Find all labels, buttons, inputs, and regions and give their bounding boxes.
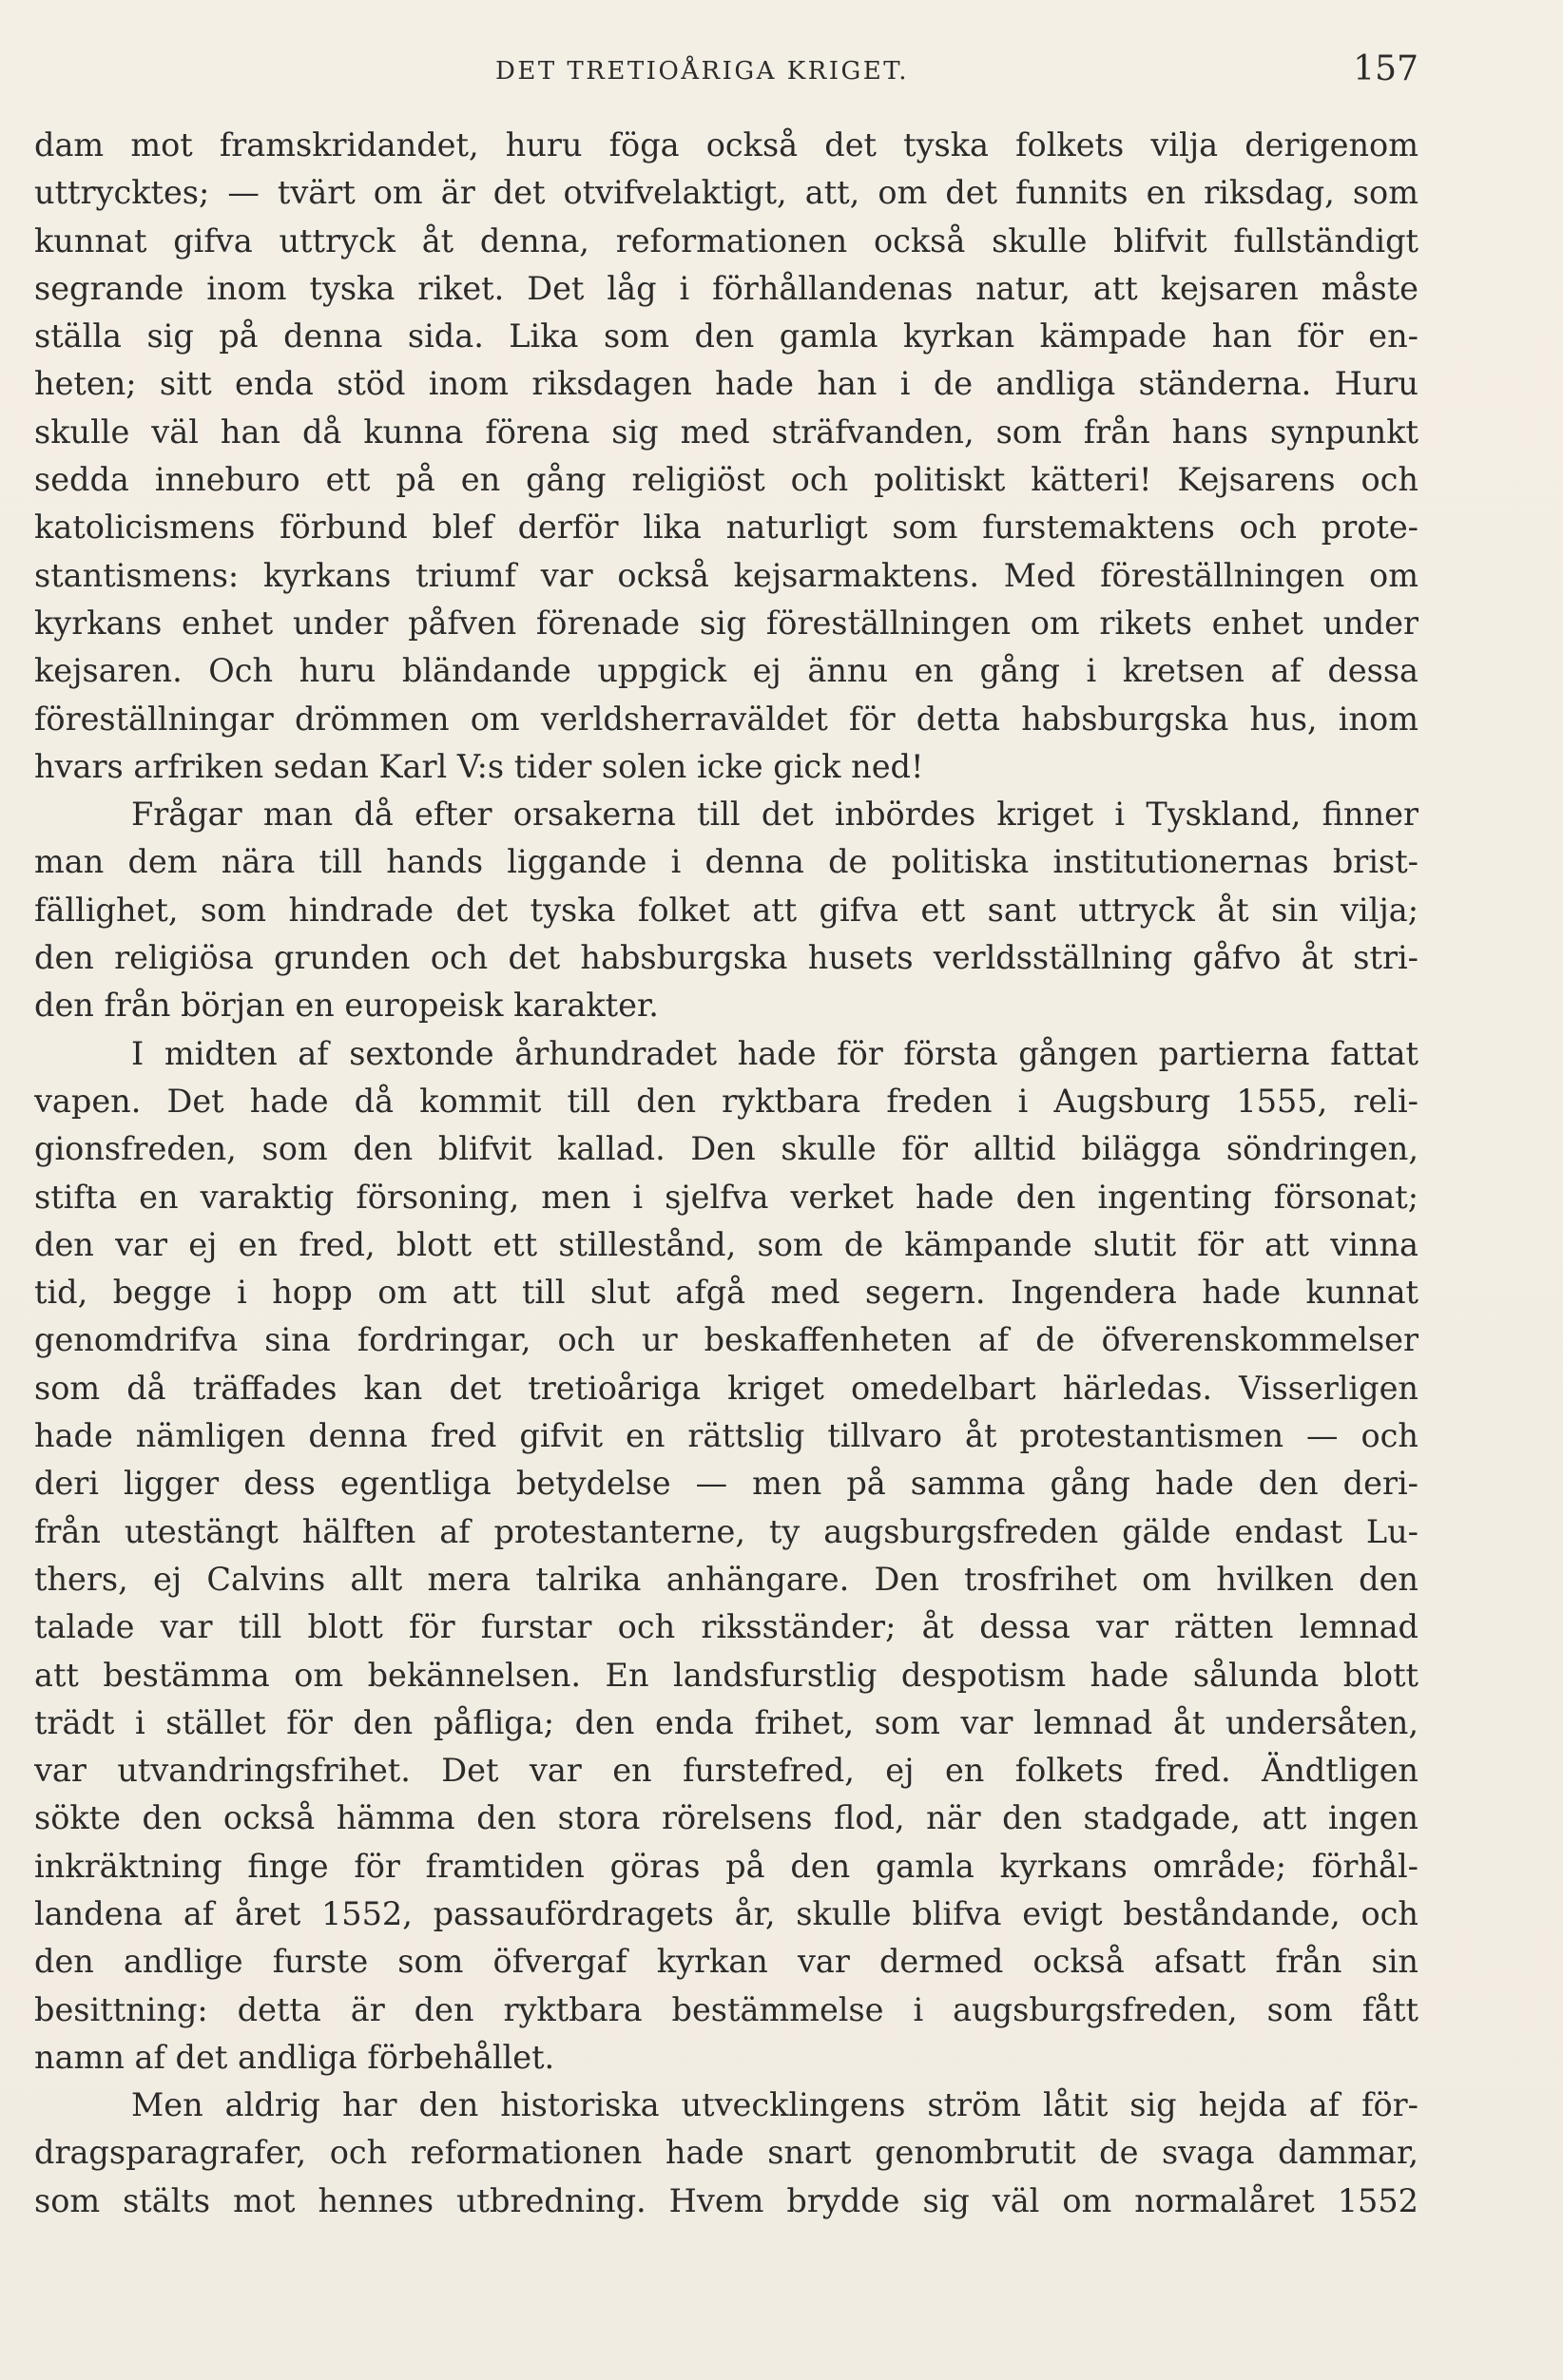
text-line: föreställningar drömmen om verldsherraväldet för detta habsburgska hus, inom: [34, 700, 1418, 738]
text-line: vapen. Det hade då kommit till den ryktbara freden i Augsburg 1555, reli-: [34, 1082, 1418, 1120]
text-line: hvars arfriken sedan Karl V:s tider solen icke gick ned!: [34, 747, 924, 785]
text-line: var utvandringsfrihet. Det var en furstefred, ej en folkets fred. Ändtligen: [34, 1752, 1418, 1790]
text-line: den var ej en fred, blott ett stillestånd, som de kämpande slutit för att vinna: [34, 1225, 1418, 1263]
text-line: hade nämligen denna fred gifvit en rättslig tillvaro åt protestantismen — och: [34, 1417, 1418, 1455]
text-line: ställa sig på denna sida. Lika som den gamla kyrkan kämpade han för en-: [34, 317, 1418, 355]
text-line: kejsaren. Och huru bländande uppgick ej ännu en gång i kretsen af dessa: [34, 652, 1418, 690]
text-line: namn af det andliga förbehållet.: [34, 2038, 555, 2076]
text-line: trädt i stället för den påfliga; den enda frihet, som var lemnad åt undersåten,: [34, 1703, 1418, 1741]
text-line: thers, ej Calvins allt mera talrika anhängare. Den trosfrihet om hvilken den: [34, 1560, 1418, 1598]
text-line: deri ligger dess egentliga betydelse — men på samma gång hade den deri-: [34, 1465, 1418, 1503]
text-line: den andlige furste som öfvergaf kyrkan var dermed också afsatt från sin: [34, 1943, 1418, 1981]
text-line: kunnat gifva uttryck åt denna, reformationen också skulle blifvit fullständigt: [34, 221, 1418, 259]
text-line: sedda inneburo ett på en gång religiöst och politiskt kätteri! Kejsarens och: [34, 461, 1418, 499]
body-text: [34, 122, 1418, 2225]
text-line: gionsfreden, som den blifvit kallad. Den skulle för alltid bilägga söndringen,: [34, 1130, 1418, 1168]
text-line: att bestämma om bekännelsen. En landsfurstlig despotism hade sålunda blott: [34, 1656, 1418, 1694]
text-line: från utestängt hälften af protestanterne, ty augsburgsfreden gälde endast Lu-: [34, 1512, 1418, 1550]
text-line: Men aldrig har den historiska utvecklingens ström låtit sig hejda af för-: [131, 2086, 1418, 2124]
text-line: dam mot framskridandet, huru föga också det tyska folkets vilja derigenom: [34, 126, 1418, 163]
text-line: segrande inom tyska riket. Det låg i förhållandenas natur, att kejsaren måste: [34, 269, 1418, 307]
text-line: katolicismens förbund blef derför lika naturligt som furstemaktens och prote-: [34, 509, 1418, 547]
text-line: den religiösa grunden och det habsburgska husets verldsställning gåfvo åt stri-: [34, 939, 1418, 977]
text-line: som då träffades kan det tretioåriga kriget omedelbart härledas. Visserligen: [34, 1369, 1418, 1407]
text-line: skulle väl han då kunna förena sig med sträfvanden, som från hans synpunkt: [34, 413, 1418, 451]
text-line: landena af året 1552, passaufördragets år, skulle blifva evigt beståndande, och: [34, 1894, 1418, 1932]
running-title: DET TRETIOÅRIGA KRIGET.: [495, 57, 909, 86]
text-line: genomdrifva sina fordringar, och ur beskaffenheten af de öfverenskommelser: [34, 1321, 1418, 1359]
text-line: stifta en varaktig försoning, men i sjelfva verket hade den ingenting försonat;: [34, 1178, 1418, 1216]
text-line: uttrycktes; — tvärt om är det otvifvelaktigt, att, om det funnits en riksdag, som: [34, 174, 1418, 212]
text-line: dragsparagrafer, och reformationen hade snart genombrutit de svaga dammar,: [34, 2134, 1418, 2172]
text-line: stantismens: kyrkans triumf var också kejsarmaktens. Med föreställningen om: [34, 556, 1418, 594]
text-line: man dem nära till hands liggande i denna de politiska institutionernas brist-: [34, 843, 1418, 881]
text-line: som stälts mot hennes utbredning. Hvem brydde sig väl om normalåret 1552: [34, 2181, 1418, 2219]
text-line: heten; sitt enda stöd inom riksdagen hade han i de andliga ständerna. Huru: [34, 365, 1418, 403]
text-line: besittning: detta är den ryktbara bestämmelse i augsburgsfreden, som fått: [34, 1990, 1418, 2028]
text-line: talade var till blott för furstar och riksständer; åt dessa var rätten lemnad: [34, 1608, 1418, 1646]
text-line: sökte den också hämma den stora rörelsens flod, när den stadgade, att ingen: [34, 1799, 1418, 1837]
page-header: [34, 49, 1418, 97]
text-line: tid, begge i hopp om att till slut afgå med segern. Ingendera hade kunnat: [34, 1274, 1418, 1312]
text-line: kyrkans enhet under påfven förenade sig föreställningen om rikets enhet under: [34, 604, 1418, 642]
text-line: I midten af sextonde århundradet hade för första gången partierna fattat: [131, 1034, 1418, 1072]
page-number: 157: [1353, 49, 1418, 88]
text-line: inkräktning finge för framtiden göras på den gamla kyrkans område; förhål-: [34, 1847, 1418, 1885]
text-line: Frågar man då efter orsakerna till det inbördes kriget i Tyskland, finner: [131, 796, 1418, 834]
text-line: den från början en europeisk karakter.: [34, 987, 659, 1025]
text-line: fällighet, som hindrade det tyska folket att gifva ett sant uttryck åt sin vilja;: [34, 891, 1418, 929]
